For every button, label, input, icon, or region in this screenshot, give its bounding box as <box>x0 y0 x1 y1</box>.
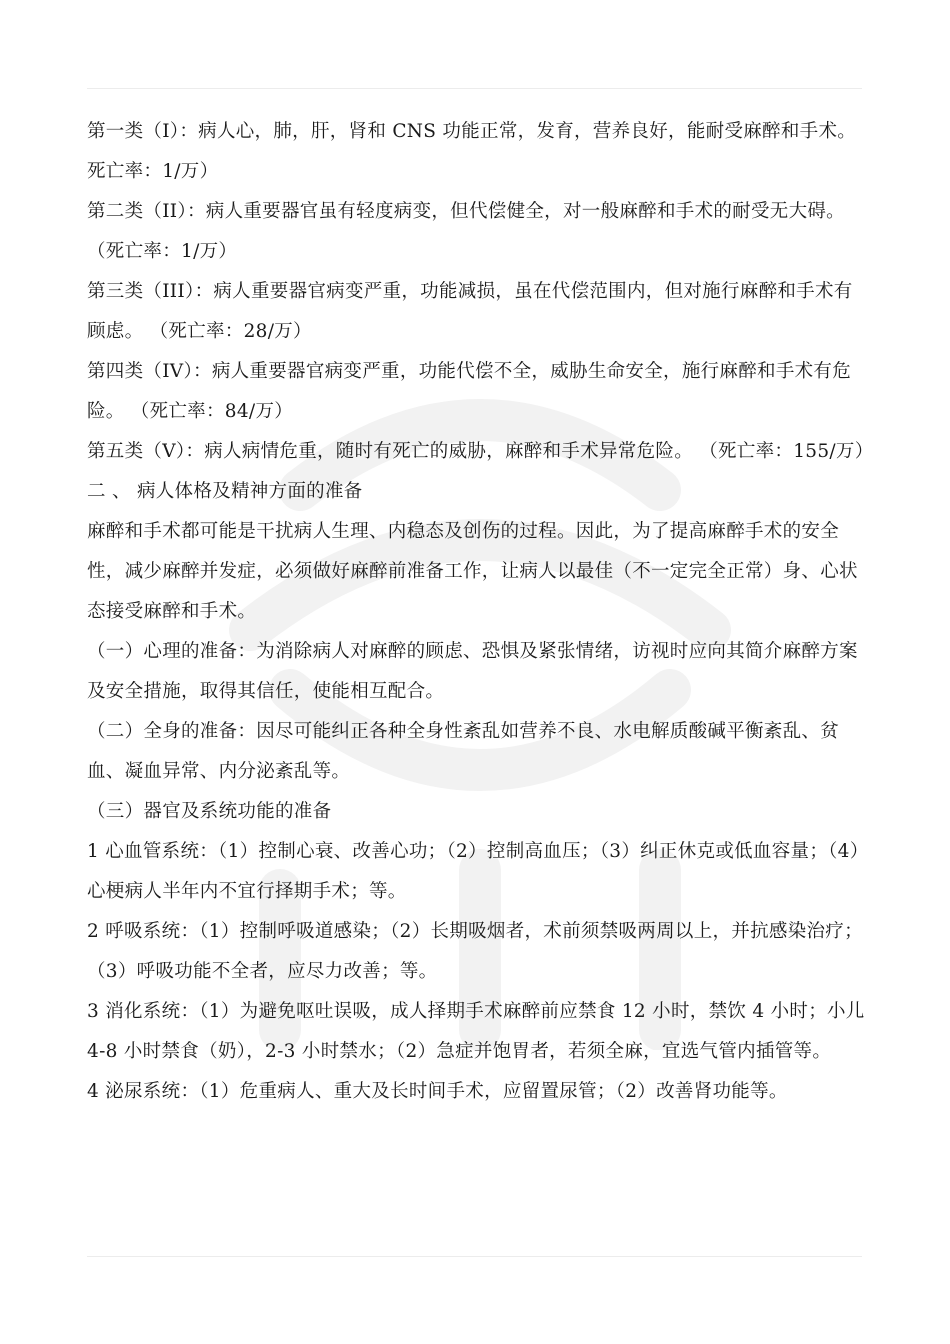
intro-paragraph: 麻醉和手术都可能是干扰病人生理、内稳态及创伤的过程。因此，为了提高麻醉手术的安全性，减少麻醉并发症，必须做好麻醉前准备工作，让病人以最佳（不一定完全正常）身、心状态接受麻醉和手术。 <box>87 521 858 622</box>
urinary-system: 4 泌尿系统：（1）危重病人、重大及长时间手术，应留置尿管；（2）改善肾功能等。 <box>87 1081 788 1102</box>
asa-class-4: 第四类（IV）：病人重要器官病变严重，功能代偿不全，威胁生命安全，施行麻醉和手术有危险。 （死亡率：84/万） <box>87 361 852 422</box>
footer-rule <box>87 1256 862 1257</box>
cardio-system: 1 心血管系统：（1）控制心衰、改善心功；（2）控制高血压；（3）纠正休克或低血容量；（4）心梗病人半年内不宜行择期手术；等。 <box>87 841 860 902</box>
document-body <box>87 112 874 1112</box>
digestive-system: 3 消化系统：（1）为避免呕吐误吸，成人择期手术麻醉前应禁食 12 小时，禁饮 4 小时；小儿 4-8 小时禁食（奶），2-3 小时禁水；（2）急症并饱胃者，若须全麻，宜选气管内插管等。 <box>87 1001 865 1062</box>
psych-prep: （一）心理的准备：为消除病人对麻醉的顾虑、恐惧及紧张情绪，访视时应向其简介麻醉方案及安全措施，取得其信任，使能相互配合。 <box>87 641 858 702</box>
asa-class-1: 第一类（I）：病人心，肺，肝，肾和 CNS 功能正常，发育，营养良好，能耐受麻醉和手术。死亡率：1/万） <box>87 121 857 182</box>
asa-class-2: 第二类（II）：病人重要器官虽有轻度病变，但代偿健全，对一般麻醉和手术的耐受无大碍。 （死亡率：1/万） <box>87 201 845 262</box>
section-heading-2: 二 、 病人体格及精神方面的准备 <box>87 481 363 502</box>
organ-prep-heading: （三）器官及系统功能的准备 <box>87 801 332 822</box>
asa-class-3: 第三类（III）：病人重要器官病变严重，功能减损，虽在代偿范围内，但对施行麻醉和手术有顾虑。 （死亡率：28/万） <box>87 281 853 342</box>
general-prep: （二）全身的准备：因尽可能纠正各种全身性紊乱如营养不良、水电解质酸碱平衡紊乱、贫血、凝血异常、内分泌紊乱等。 <box>87 721 840 782</box>
respiratory-system: 2 呼吸系统：（1）控制呼吸道感染；（2）长期吸烟者，术前须禁吸两周以上，并抗感染治疗；（3）呼吸功能不全者，应尽力改善；等。 <box>87 921 863 982</box>
asa-class-5: 第五类（V）：病人病情危重，随时有死亡的威胁，麻醉和手术异常危险。 （死亡率：155/万） <box>87 441 874 462</box>
header-rule <box>87 88 862 89</box>
